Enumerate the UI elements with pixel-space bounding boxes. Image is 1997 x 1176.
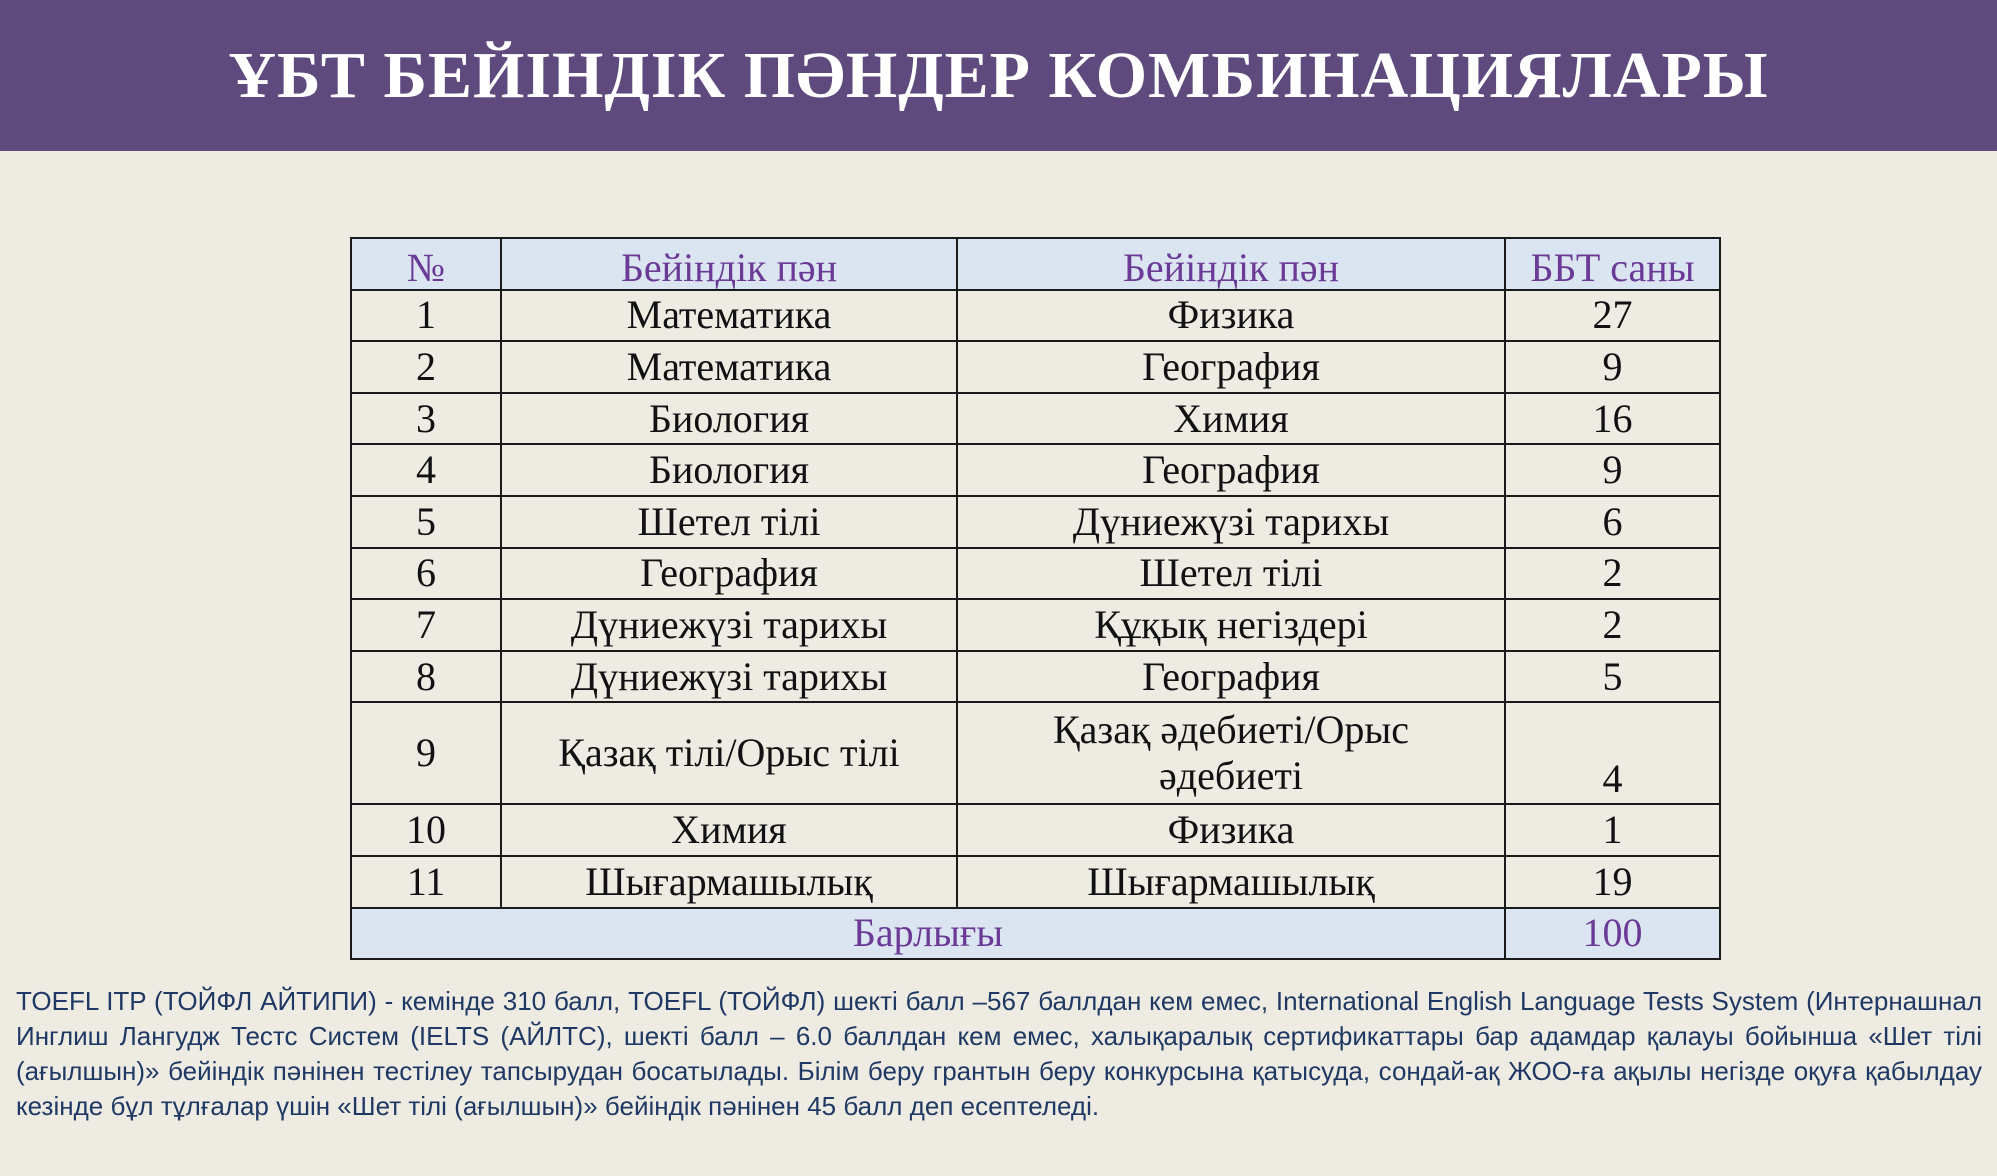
row-number: 11 [351, 856, 501, 908]
row-subject-2-line-1: Қазақ әдебиеті/Орыс [1052, 707, 1409, 753]
combinations-table [350, 237, 1721, 960]
row-subject-2: Шетел тілі [957, 548, 1505, 600]
row-subject-2: География [957, 341, 1505, 393]
header-subject-2: Бейіндік пән [957, 238, 1505, 290]
row-subject-1: Шетел тілі [501, 496, 957, 548]
row-number: 9 [351, 702, 501, 804]
row-subject-2: Физика [957, 290, 1505, 342]
header-subject-1: Бейіндік пән [501, 238, 957, 290]
row-subject-1: Дүниежүзі тарихы [501, 651, 957, 703]
row-subject-2: Дүниежүзі тарихы [957, 496, 1505, 548]
table-row [351, 290, 1720, 342]
row-number: 7 [351, 599, 501, 651]
row-subject-1: Математика [501, 290, 957, 342]
row-count: 6 [1505, 496, 1720, 548]
page-title: ҰБТ БЕЙІНДІК ПӘНДЕР КОМБИНАЦИЯЛАРЫ [228, 38, 1769, 112]
row-count: 2 [1505, 599, 1720, 651]
row-subject-1: Шығармашылық [501, 856, 957, 908]
row-subject-2 [957, 702, 1505, 804]
total-label: Барлығы [351, 908, 1505, 960]
row-subject-2: Шығармашылық [957, 856, 1505, 908]
row-count: 16 [1505, 393, 1720, 445]
row-number: 4 [351, 444, 501, 496]
row-subject-2: Құқық негіздері [957, 599, 1505, 651]
row-count: 2 [1505, 548, 1720, 600]
table-row [351, 393, 1720, 445]
row-subject-1: Биология [501, 393, 957, 445]
row-count: 1 [1505, 804, 1720, 856]
exemption-note: TOEFL ITP (ТОЙФЛ АЙТИПИ) - кемінде 310 балл, TOEFL (ТОЙФЛ) шекті балл –567 баллдан кем емес, International English Language Tests System (Интернашнал Инглиш Лангудж Тестс Систем (IELTS (АЙЛТС), шекті балл – 6.0 баллдан кем емес, халықаралық сертификаттары бар адамдар қалауы бойынша «Шет тілі (ағылшын)» бейіндік пәнінен тестілеу тапсырудан босатылады. Білім беру грантын беру конкурсына қатысуда, сондай-ақ ЖОО-ға ақылы негізде оқуға қабылдау кезінде бұл тұлғалар үшін «Шет тілі (ағылшын)» бейіндік пәнінен 45 балл деп есептеледі. [16, 986, 1982, 1121]
row-subject-1: Дүниежүзі тарихы [501, 599, 957, 651]
row-number: 6 [351, 548, 501, 600]
header-count: ББТ саны [1505, 238, 1720, 290]
table-row [351, 804, 1720, 856]
table-row [351, 651, 1720, 703]
row-subject-2: География [957, 444, 1505, 496]
total-row [351, 908, 1720, 960]
table-row [351, 341, 1720, 393]
row-subject-2-line-2: әдебиеті [1159, 753, 1303, 799]
row-count: 5 [1505, 651, 1720, 703]
row-number: 1 [351, 290, 501, 342]
table-row [351, 599, 1720, 651]
row-count: 9 [1505, 444, 1720, 496]
row-subject-1: Химия [501, 804, 957, 856]
table-row [351, 856, 1720, 908]
total-value: 100 [1505, 908, 1720, 960]
row-count: 27 [1505, 290, 1720, 342]
row-number: 2 [351, 341, 501, 393]
row-count: 4 [1505, 702, 1720, 804]
row-subject-2: География [957, 651, 1505, 703]
row-subject-1: Биология [501, 444, 957, 496]
row-subject-1: Қазақ тілі/Орыс тілі [501, 702, 957, 804]
row-subject-2: Химия [957, 393, 1505, 445]
table-row [351, 444, 1720, 496]
row-subject-2: Физика [957, 804, 1505, 856]
row-subject-1: География [501, 548, 957, 600]
table-row [351, 702, 1720, 804]
row-number: 5 [351, 496, 501, 548]
title-banner [0, 0, 1997, 151]
row-number: 8 [351, 651, 501, 703]
row-count: 9 [1505, 341, 1720, 393]
table-header-row [351, 238, 1720, 290]
table-row [351, 496, 1720, 548]
table-row [351, 548, 1720, 600]
row-count: 19 [1505, 856, 1720, 908]
row-subject-1: Математика [501, 341, 957, 393]
row-number: 10 [351, 804, 501, 856]
header-number: № [351, 238, 501, 290]
row-number: 3 [351, 393, 501, 445]
